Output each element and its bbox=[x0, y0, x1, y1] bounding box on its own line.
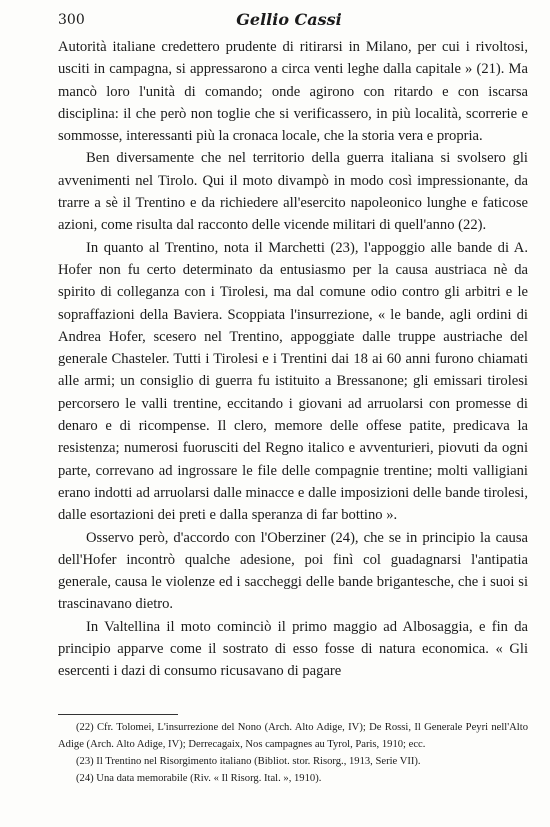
paragraph: In quanto al Trentino, nota il Marchetti (23), l'appoggio alle bande di A. Hofer non fu certo determinato da entusiasmo per la causa austriaca nè da spirito di colleganza con i Tirolesi, ma dal comune odio contro gli arbitri e le sopraffazioni della Baviera. Scoppiata l'insurrezione, « le bande, agli ordini di Andrea Hofer, scesero nel Trentino, appoggiate dalle truppe austriache del generale Chasteler. Tutti i Tirolesi e i Trentini dai 18 ai 60 anni furono chiamati alle armi; un consiglio di guerra fu istituito a Bressanone; gli emissari tirolesi percorsero le valli trentine, eccitando i giovani ad arruolarsi con promesse di denaro e di ricompense. Il clero, memore delle offese patite, predicava la resistenza; numerosi fuorusciti del Regno italico e avventurieri, piovuti da ogni parte, correvano ad ingrossare le file delle compagnie trentine; molti valligiani erano indotti ad arruolarsi dalle minacce e dalle imposizioni delle bande tirolesi, dalle esortazioni dei preti e dalla speranza di far bottino ». bbox=[58, 239, 528, 524]
paragraph-continued: Autorità italiane credettero prudente di ritirarsi in Milano, per cui i rivoltosi, usciti in campagna, si appressarono a circa venti leghe dalla capitale » (21). Ma mancò loro l'unità di comando; onde agirono con ritardo e con iscarsa disciplina: il che però non toglie che si verificassero, in più località, scorrerie e sommosse, interessanti più la cronaca locale, che la storia vera e propria. bbox=[58, 39, 528, 145]
footnotes bbox=[58, 719, 528, 787]
footnote: (23) Il Trentino nel Risorgimento italiano (Bibliot. stor. Risorg., 1913, Serie VII). bbox=[76, 756, 421, 767]
paragraph: Osservo però, d'accordo con l'Oberziner (24), che se in principio la causa dell'Hofer incontrò qualche adesione, poi finì col guadagnarsi l'antipatia generale, causa le violenze ed i saccheggi delle bande brigantesche, che i suoi si trascinavano dietro. bbox=[58, 529, 528, 613]
footnote-divider bbox=[58, 714, 178, 715]
footnote: (24) Una data memorabile (Riv. « Il Risorg. Ital. », 1910). bbox=[76, 773, 322, 784]
footnote: (22) Cfr. Tolomei, L'insurrezione del Nono (Arch. Alto Adige, IV); De Rossi, Il Generale Peyri nell'Alto Adige (Arch. Alto Adige, IV); Derrecagaix, Nos campagnes au Tyrol, Paris, 1910; ecc. bbox=[58, 722, 528, 750]
body-text bbox=[58, 36, 528, 683]
paragraph: Ben diversamente che nel territorio della guerra italiana si svolsero gli avvenimenti nel Tirolo. Qui il moto divampò in modo così impressionante, da trarre a sè il Trentino e da richiedere all'esercito napoleonico lunghe e faticose azioni, come risulta dal racconto delle vicende militari di quell'anno (22). bbox=[58, 150, 528, 234]
running-head: Gellio Cassi bbox=[236, 10, 342, 29]
page-number: 300 bbox=[58, 12, 85, 28]
page-header bbox=[58, 8, 520, 32]
paragraph: In Valtellina il moto cominciò il primo maggio ad Albosaggia, e fin da principio apparve come il sostrato di esso fosse di natura economica. « Gli esercenti i dazi di consumo ricusavano di pagare bbox=[58, 618, 528, 680]
